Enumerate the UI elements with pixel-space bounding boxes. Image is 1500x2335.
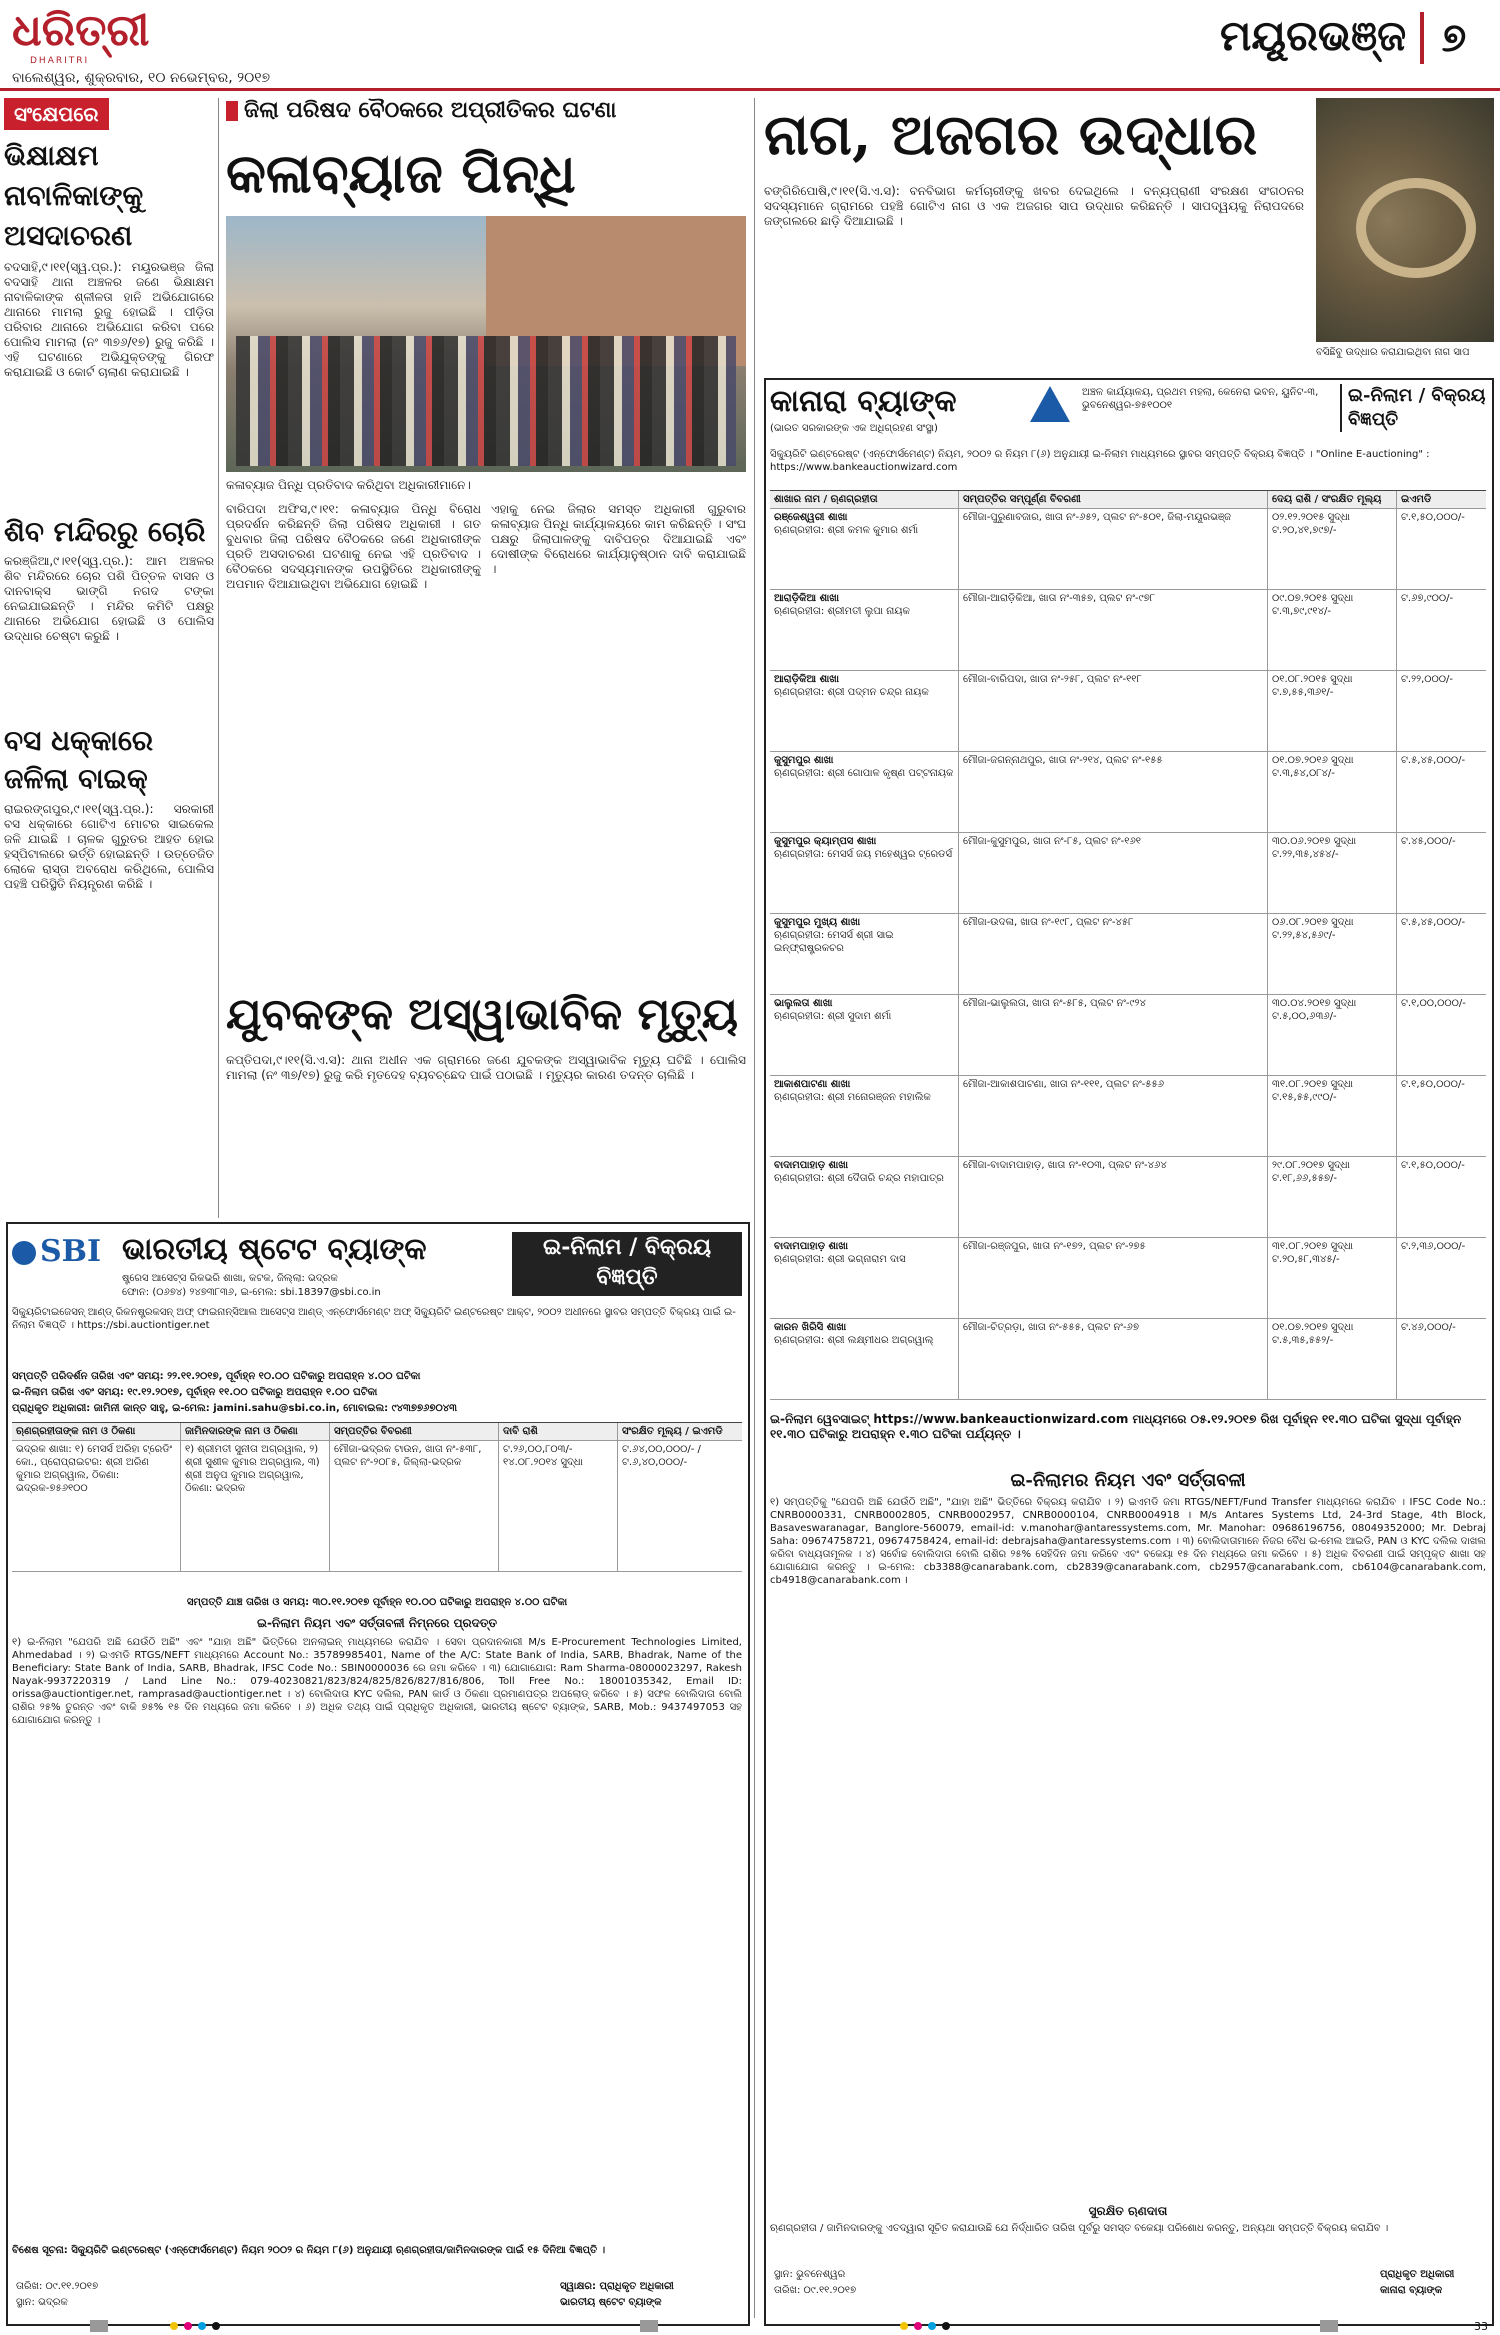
snake-photo: [1316, 98, 1494, 342]
canara-row-branch-name: ବାଦାମପାହାଡ଼ ଶାଖା: [774, 1160, 848, 1171]
sbi-date: ତାରିଖ: ୦୯.୧୧.୨୦୧୭: [16, 2281, 99, 2292]
edition-name: ମୟୂରଭଞ୍ଜ: [1220, 11, 1407, 60]
main-story-photo: [226, 216, 746, 472]
sbi-notice-title: ଇ-ନିଲାମ / ବିକ୍ରୟ ବିଜ୍ଞପ୍ତି: [512, 1232, 742, 1296]
canara-bank-sub: (ଭାରତ ସରକାରଙ୍କ ଏକ ଅଧିଗ୍ରହଣ ସଂସ୍ଥା): [770, 423, 938, 434]
canara-rows: [770, 509, 1486, 1400]
canara-row-dues: ୩୧.୦୮.୨୦୧୭ ସୁଦ୍ଧା ଟ.୨୦,୫୮,୩୪୫/-: [1268, 1238, 1397, 1318]
canara-place: ସ୍ଥାନ: ଭୁବନେଶ୍ୱର: [774, 2269, 846, 2280]
sbi-intro: ସିକ୍ୟୁରିଟାଇଜେସନ୍ ଆଣ୍ଡ୍ ରିକନଷ୍ଟ୍ରକସନ୍ ଅଫ୍ ଫାଇନାନ୍ସିଆଲ ଆସେଟ୍‌ସ ଆଣ୍ଡ୍ ଏନ୍‌ଫୋର୍ସମେଣ୍ଟ ଅଫ୍ ସିକ୍ୟୁରିଟି ଇଣ୍ଟରେଷ୍ଟ ଆକ୍ଟ, ୨୦୦୨ ଅଧୀନରେ ସ୍ଥାବର ସମ୍ପତ୍ତି ବିକ୍ରୟ ପାଇଁ ଇ-ନିଲାମ ବିଜ୍ଞପ୍ତି । https://sbi.auctiontiger.net: [12, 1307, 736, 1331]
canara-row-emd: ଟ.୪୫,୦୦୦/-: [1401, 836, 1456, 847]
canara-row-borrower: ଋଣଗ୍ରହୀତା: ଶ୍ରୀ ପଦ୍ମନ ଚନ୍ଦ୍ର ନାୟକ: [774, 687, 929, 698]
canara-col-emd: ଇଏମଡି: [1401, 494, 1432, 505]
newspaper-logo: ଧରିତ୍ରୀ: [12, 5, 150, 56]
canara-row-emd: ଟ.୨,୩୬,୦୦୦/-: [1401, 1241, 1466, 1252]
sbi-header: [12, 1228, 742, 1302]
reg-mark-2: [170, 2322, 178, 2330]
canara-row-emd: ଟ.୨୨,୦୦୦/-: [1401, 674, 1453, 685]
sbi-bank-name: ଭାରତୀୟ ଷ୍ଟେଟ ବ୍ୟାଙ୍କ: [122, 1232, 427, 1267]
sbi-terms-body: ୧) ଇ-ନିଲାମ "ଯେପରି ଅଛି ଯେଉଁଠି ଅଛି" ଏବଂ "ଯାହା ଅଛି" ଭିତ୍ତିରେ ଅନଲାଇନ୍ ମାଧ୍ୟମରେ କରାଯିବ । ସେବା ପ୍ରଦାନକାରୀ M/s E-Procurement Technologies Limited, Ahmedabad । ୨) ଇଏମଡି RTGS/NEFT ମାଧ୍ୟମରେ Account No.: 35789985401, Name of the A/C: State Bank of India, SARB, Bhadrak, Name of the Beneficiary: State Bank of India, SARB, Bhadrak, IFSC Code No.: SBIN0000036 ରେ ଜମା କରିବେ । ୩) ଯୋଗାଯୋଗ: Ram Sharma-08000023297, Rakesh Nayak-9937220319 / Land Line No.: 079-40230821/823/824/825/826/827/816/806, Toll Free No.: 18001035342, Email ID: orissa@auctiontiger.net, ramprasad@auctiontiger.net । ୪) ବୋଲିଦାତା KYC ଦଲିଲ, PAN କାର୍ଡ ଓ ଠିକଣା ପ୍ରମାଣପତ୍ର ଅପଲୋଡ୍ କରିବେ । ୫) ସଫଳ ବୋଲିଦାତା ବୋଲି ରାଶିର ୨୫% ତୁରନ୍ତ ଏବଂ ବାକି ୭୫% ୧୫ ଦିନ ମଧ୍ୟରେ ଜମା କରିବେ । ୬) ଅଧିକ ତଥ୍ୟ ପାଇଁ ପ୍ରାଧିକୃତ ଅଧିକାରୀ, ଭାରତୀୟ ଷ୍ଟେଟ ବ୍ୟାଙ୍କ, SARB, Mob.: 9437497053 ସହ ଯୋଗାଯୋଗ କରନ୍ତୁ ।: [12, 1637, 742, 1726]
canara-row-emd: ଟ.୧,୫୦,୦୦୦/-: [1401, 1160, 1465, 1171]
canara-header: [770, 384, 1486, 444]
vertical-divider: [754, 98, 755, 2318]
canara-row-property: ମୌଜା-ପୁରୁଣାବଜାର, ଖାତା ନଂ-୬୫୨, ପ୍ଲଟ ନଂ-୫୦୧, ଜିଲା-ମୟୂରଭଞ୍ଜ: [959, 509, 1268, 589]
canara-table-row: [770, 914, 1486, 995]
canara-row-borrower: ଋଣଗ୍ରହୀତା: ଶ୍ରୀ ଦୈତାରି ଚନ୍ଦ୍ର ମହାପାତ୍ର: [774, 1173, 944, 1184]
canara-row-dues: ୩୦.୦୬.୨୦୧୭ ସୁଦ୍ଧା ଟ.୨୨,୩୫,୪୫୪/-: [1268, 833, 1397, 913]
sbi-logo-circle-icon: [12, 1241, 36, 1265]
death-story-headline: ଯୁବକଙ୍କ ଅସ୍ୱାଭାବିକ ମୃତ୍ୟୁ: [226, 989, 739, 1040]
sbi-col-borrower: ଋଣଗ୍ରହୀତାଙ୍କ ନାମ ଓ ଠିକଣା: [12, 1423, 181, 1440]
canara-table-row: [770, 833, 1486, 914]
reg-mark-1: [90, 2320, 108, 2332]
canara-row-borrower: ଋଣଗ୍ରହୀତା: ଶ୍ରୀ କମଳ କୁମାର ଶର୍ମା: [774, 525, 919, 536]
snake-coil: [1356, 178, 1476, 278]
canara-row-dues: ୦୧.୦୭.୨୦୧୭ ସୁଦ୍ଧା ଟ.୫,୩୫,୫୫୨/-: [1268, 1319, 1397, 1399]
canara-row-borrower: ଋଣଗ୍ରହୀତା: ଶ୍ରୀ ମନୋରଞ୍ଜନ ମହାଲିକ: [774, 1092, 931, 1103]
death-story: [226, 985, 746, 1215]
canara-row-dues: ୦୯.୦୭.୨୦୧୫ ସୁଦ୍ଧା ଟ.୩,୭୯,୯୧୪/-: [1268, 590, 1397, 670]
sbi-place: ସ୍ଥାନ: ଭଦ୍ରକ: [16, 2297, 68, 2308]
main-story-body-col2: ଏହାକୁ ନେଇ ଜିଲାର ସମସ୍ତ ଅଧିକାରୀ ଗୁରୁବାର କଳାବ୍ୟାଜ ପିନ୍ଧି କାର୍ଯ୍ୟାଳୟରେ କାମ କରିଛନ୍ତି । ସଂଘ ପକ୍ଷରୁ ଜିଲାପାଳଙ୍କୁ ଦାବିପତ୍ର ଦିଆଯାଇଛି ଏବଂ ଦୋଷୀଙ୍କ ବିରୋଧରେ କାର୍ଯ୍ୟାନୁଷ୍ଠାନ ଦାବି କରାଯାଇଛି ।: [491, 502, 746, 576]
canara-row-emd: ଟ.୪୬,୦୦୦/-: [1401, 1322, 1456, 1333]
canara-row-branch-name: କୁସୁମପୁର କ୍ୟାମ୍ପସ ଶାଖା: [774, 836, 877, 847]
canara-table-header: [770, 491, 1486, 509]
brief-story3-headline: ବସ ଧକ୍କାରେ ଜଳିଲା ବାଇକ୍: [4, 724, 154, 795]
brief-story1-headline: ଭିକ୍ଷାକ୍ଷମ ନାବାଳିକାଙ୍କୁ ଅସଦାଚରଣ: [4, 139, 144, 252]
sbi-logo-text: SBI: [40, 1234, 102, 1269]
canara-row-branch: [770, 1076, 959, 1156]
canara-notice-title: ଇ-ନିଲାମ / ବିକ୍ରୟ ବିଜ୍ଞପ୍ତି: [1340, 384, 1494, 432]
canara-row-property: ମୌଜା-କୁସୁମପୁର, ଖାତା ନଂ-୮୫, ପ୍ଲଟ ନଂ-୧୬୧: [959, 833, 1268, 913]
canara-table-row: [770, 1319, 1486, 1400]
sbi-row-dues: ଟ.୨୬,୦୦,୮୦୩/- ୧୪.୦୮.୨୦୧୪ ସୁଦ୍ଧା: [499, 1441, 618, 1571]
canara-row-emd: ଟ.୧,୦୦,୦୦୦/-: [1401, 998, 1466, 1009]
canara-row-dues: ୦୧.୦୭.୨୦୧୬ ସୁଦ୍ଧା ଟ.୩,୫୪,୦୮୪/-: [1268, 752, 1397, 832]
snake-story: [764, 98, 1494, 360]
reg-mark-7: [900, 2322, 908, 2330]
sbi-contact: ଫୋନ: (୦୬୭୪) ୨୪୭୩୮୩୬, ଇ-ମେଲ: sbi.18397@sbi.co.in: [122, 1287, 381, 1298]
canara-row-branch: [770, 914, 959, 994]
canara-logo: [1030, 386, 1070, 422]
canara-table: [770, 490, 1486, 1400]
canara-row-branch-name: କୁସୁମପୁର ମୁଖ୍ୟ ଶାଖା: [774, 917, 861, 928]
canara-row-branch: [770, 833, 959, 913]
sbi-signatory: ସ୍ୱାକ୍ଷର: ପ୍ରାଧିକୃତ ଅଧିକାରୀ: [560, 2281, 674, 2292]
sbi-row-reserve: ଟ.୬୪,୦୦,୦୦୦/- / ଟ.୬,୪୦,୦୦୦/-: [622, 1444, 701, 1468]
canara-table-row: [770, 671, 1486, 752]
sbi-col-guarantor: ଜାମିନଦାରଙ୍କ ନାମ ଓ ଠିକଣା: [181, 1423, 330, 1440]
canara-col-dues: ଦେୟ ରାଶି / ସଂରକ୍ଷିତ ମୂଲ୍ୟ: [1268, 491, 1397, 508]
sbi-table-header: [12, 1423, 742, 1441]
sbi-branch-line: ଷ୍ଟ୍ରେସ ଆସେଟ୍‌ସ ରିକଭରି ଶାଖା, କଟକ, ଜିଲ୍ଲା: ଭଦ୍ରକ: [122, 1273, 338, 1284]
canara-signatory: ପ୍ରାଧିକୃତ ଅଧିକାରୀ: [1380, 2269, 1455, 2280]
canara-table-row: [770, 590, 1486, 671]
canara-row-branch: [770, 509, 959, 589]
canara-table-row: [770, 1238, 1486, 1319]
canara-row-property: ମୌଜା-ଭାଲୁଲତା, ଖାତା ନଂ-୫୮୫, ପ୍ଲଟ ନଂ-୯୨୪: [959, 995, 1268, 1075]
canara-col-branch: ଶାଖାର ନାମ / ଋଣଗ୍ରହୀତା: [770, 491, 959, 508]
reg-mark-10: [942, 2322, 950, 2330]
canara-row-emd: ଟ.୧,୫୦,୦୦୦/-: [1401, 1079, 1465, 1090]
reg-mark-6: [640, 2320, 658, 2332]
canara-row-dues: ୦୧.୦୮.୨୦୧୫ ସୁଦ୍ଧା ଟ.୭,୫୫,୩୬୧/-: [1268, 671, 1397, 751]
canara-row-branch: [770, 1319, 959, 1399]
canara-row-borrower: ଋଣଗ୍ରହୀତା: ମେସର୍ସ ଶ୍ରୀ ସାଇ ଇନ୍‌ଫ୍ରାଷ୍ଟ୍ରକଚର: [774, 930, 894, 954]
sbi-col-dues: ଦାବି ରାଶି: [499, 1423, 618, 1440]
main-story-photo-caption: କଳାବ୍ୟାଜ ପିନ୍ଧି ପ୍ରତିବାଦ କରିଥିବା ଅଧିକାରୀମାନେ।: [226, 478, 471, 492]
page-number: ୭: [1441, 14, 1467, 61]
brief-section-label: ସଂକ୍ଷେପରେ: [4, 98, 109, 130]
canara-row-dues: ୩୦.୦୪.୨୦୧୭ ସୁଦ୍ଧା ଟ.୫,୦୦,୬୩୬/-: [1268, 995, 1397, 1075]
canara-row-borrower: ଋଣଗ୍ରହୀତା: ଶ୍ରୀ ସୁଦାମ ଶର୍ମା: [774, 1011, 892, 1022]
canara-row-branch-name: ଭାଲୁଲତା ଶାଖା: [774, 998, 833, 1009]
canara-intro: ସିକ୍ୟୁରିଟି ଇଣ୍ଟରେଷ୍ଟ (ଏନ୍‌ଫୋର୍ସମେଣ୍ଟ) ନିୟମ, ୨୦୦୨ ର ନିୟମ ୮(୬) ଅନୁଯାୟୀ ଇ-ନିଲାମ ମାଧ୍ୟମରେ ସ୍ଥାବର ସମ୍ପତ୍ତି ବିକ୍ରୟ ବିଜ୍ଞପ୍ତି । "Online E-auctioning" : https://www.bankeauctionwizard.com: [770, 449, 1430, 473]
canara-col-property: ସମ୍ପତ୍ତିର ସମ୍ପୂର୍ଣ୍ଣ ବିବରଣୀ: [959, 491, 1268, 508]
canara-row-borrower: ଋଣଗ୍ରହୀତା: ଶ୍ରୀମତୀ ଲୁପା ନାୟକ: [774, 606, 910, 617]
sbi-signatory-bank: ଭାରତୀୟ ଷ୍ଟେଟ ବ୍ୟାଙ୍କ: [560, 2297, 662, 2308]
canara-row-property: ମୌଜା-ରଞ୍ଜପୁର, ଖାତା ନଂ-୧୭୨, ପ୍ଲଟ ନଂ-୨୭୫: [959, 1238, 1268, 1318]
reg-mark-3: [184, 2322, 192, 2330]
brief-section: [4, 98, 214, 1218]
canara-row-dues: ୨୯.୦୮.୨୦୧୭ ସୁଦ୍ଧା ଟ.୧୮,୬୬,୫୫୭/-: [1268, 1157, 1397, 1237]
photo-people-row: [236, 336, 736, 466]
canara-table-row: [770, 1157, 1486, 1238]
main-story-kicker: [226, 98, 746, 123]
canara-row-property: ମୌଜା-ଆରାଡ଼ିକିଆ, ଖାତା ନଂ-୩୫୭, ପ୍ଲଟ ନଂ-୯୭୮: [959, 590, 1268, 670]
reg-mark-8: [914, 2322, 922, 2330]
canara-address: ଅଞ୍ଚଳ କାର୍ଯ୍ୟାଳୟ, ପ୍ରଥମ ମହଲା, କେନେରା ଭବନ, ୟୁନିଟ-୩, ଭୁବନେଶ୍ୱର-୭୫୧୦୦୧: [1082, 387, 1319, 411]
brief-divider: [218, 98, 219, 1218]
sbi-table-row: [12, 1441, 742, 1572]
reg-mark-5: [212, 2322, 220, 2330]
snake-photo-caption: ବସିଛିବୁ ଉଦ୍ଧାର କରାଯାଇଥିବା ନାଗ ସାପ: [1316, 347, 1470, 358]
canara-row-branch: [770, 995, 959, 1075]
canara-row-branch-name: କୁସୁମପୁର ଶାଖା: [774, 755, 834, 766]
canara-row-branch-name: ଆକାଶପାଟଣା ଶାଖା: [774, 1079, 851, 1090]
canara-row-borrower: ଋଣଗ୍ରହୀତା: ଶ୍ରୀ ଭଗ୍ନାରାମ ଦାସ: [774, 1254, 906, 1265]
canara-auction-line: ଇ-ନିଲାମ ୱେବସାଇଟ୍ https://www.bankeauctionwizard.com ମାଧ୍ୟମରେ ୦୫.୧୨.୨୦୧୭ ରିଖ ପୂର୍ବାହ୍ନ ୧୧.୩୦ ଘଟିକା ସୁଦ୍ଧା ପୂର୍ବାହ୍ନ ୧୧.୩୦ ଘଟିକାରୁ ଅପରାହ୍ନ ୧.୩୦ ଘଟିକା ପର୍ଯ୍ୟନ୍ତ ।: [770, 1412, 1462, 1441]
canara-special-body: ଋଣଗ୍ରହୀତା / ଜାମିନଦାରଙ୍କୁ ଏତଦ୍ୱାରା ସୂଚିତ କରାଯାଉଛି ଯେ ନିର୍ଦ୍ଧାରିତ ତାରିଖ ପୂର୍ବରୁ ସମସ୍ତ ବକେୟା ପରିଶୋଧ କରନ୍ତୁ, ଅନ୍ୟଥା ସମ୍ପତ୍ତି ବିକ୍ରୟ କରାଯିବ ।: [770, 2223, 1389, 2234]
canara-row-branch-name: କାରନ ଖିରିସି ଶାଖା: [774, 1322, 847, 1333]
canara-row-property: ମୌଜା-ଉଦଳା, ଖାତା ନଂ-୧୯୮, ପ୍ଲଟ ନଂ-୪୫୮: [959, 914, 1268, 994]
sbi-emd-line: ଇ-ନିଲାମ ତାରିଖ ଏବଂ ସମୟ: ୧୯.୧୨.୨୦୧୭, ପୂର୍ବାହ୍ନ ୧୧.୦୦ ଘଟିକାରୁ ଅପରାହ୍ନ ୧.୦୦ ଘଟିକା: [12, 1387, 378, 1398]
canara-row-emd: ଟ.୫,୪୫,୦୦୦/-: [1401, 755, 1466, 766]
dateline: ବାଲେଶ୍ୱର, ଶୁକ୍ରବାର, ୧୦ ନଭେମ୍ବର, ୨୦୧୭: [12, 70, 271, 86]
canara-row-dues: ୦୬.୦୮.୨୦୧୭ ସୁଦ୍ଧା ଟ.୨୨,୫୪,୫୬୯/-: [1268, 914, 1397, 994]
canara-row-emd: ଟ.୬୭,୯୦୦/-: [1401, 593, 1454, 604]
death-story-body: କପ୍ତିପଦା,୯।୧୧(ସି.ଏ.ସ): ଥାନା ଅଧୀନ ଏକ ଗ୍ରାମରେ ଜଣେ ଯୁବକଙ୍କ ଅସ୍ୱାଭାବିକ ମୃତ୍ୟୁ ଘଟିଛି । ପୋଲିସ ମାମଲା (ନଂ ୩୭/୧୭) ରୁଜୁ କରି ମୃତଦେହ ବ୍ୟବଚ୍ଛେଦ ପାଇଁ ପଠାଇଛି । ମୃତ୍ୟୁର କାରଣ ତଦନ୍ତ ଚାଲିଛି ।: [226, 1053, 746, 1082]
canara-special-title: ସୁରକ୍ଷିତ ଋଣଦାତା: [1088, 2204, 1168, 2218]
canara-row-branch: [770, 671, 959, 751]
sbi-col-property: ସମ୍ପତ୍ତିର ବିବରଣୀ: [330, 1423, 499, 1440]
canara-row-branch-name: ଆରାଡ଼ିକିଆ ଶାଖା: [774, 674, 840, 685]
page-number-box: [1420, 12, 1484, 64]
canara-row-dues: ୩୧.୦୮.୨୦୧୭ ସୁଦ୍ଧା ଟ.୧୫,୫୫,୯୯୦/-: [1268, 1076, 1397, 1156]
canara-row-emd: ଟ.୫,୪୫,୦୦୦/-: [1401, 917, 1466, 928]
sbi-logo: [12, 1234, 101, 1269]
sbi-row-borrower: ଭଦ୍ରକ ଶାଖା: ୧) ମେସର୍ସ ଅରିହା ଟ୍ରେଡିଂ କୋ., ପ୍ରୋପ୍ରାଇଟର: ଶ୍ରୀ ଅରିଣ କୁମାର ଅଗ୍ରୱାଲ, ଠିକଣା: ଭଦ୍ରକ-୭୫୬୧୦୦: [12, 1441, 181, 1571]
canara-row-property: ମୌଜା-ଚିତ୍ରଡ଼ା, ଖାତା ନଂ-୫୫୫, ପ୍ଲଟ ନଂ-୬୭: [959, 1319, 1268, 1399]
canara-terms-title: ଇ-ନିଲାମର ନିୟମ ଏବଂ ସର୍ତ୍ତାବଳୀ: [1010, 1470, 1246, 1491]
canara-row-borrower: ଋଣଗ୍ରହୀତା: ଶ୍ରୀ ଗୋପାଳ କୃଷ୍ଣ ପଟ୍ଟନାୟକ: [774, 768, 954, 779]
canara-table-row: [770, 752, 1486, 833]
reg-mark-9: [928, 2322, 936, 2330]
main-story: [226, 98, 746, 978]
canara-table-row: [770, 995, 1486, 1076]
canara-row-branch: [770, 752, 959, 832]
canara-date: ତାରିଖ: ୦୯.୧୧.୨୦୧୭: [774, 2285, 857, 2296]
sbi-row-property: ମୌଜା-ଭଦ୍ରକ ଟାଉନ, ଖାତା ନଂ-୫୩୮, ପ୍ଲଟ ନଂ-୨୦୮୫, ଜିଲ୍ଲା-ଭଦ୍ରକ: [330, 1441, 499, 1571]
canara-row-branch-name: ରଞ୍ଜେଶ୍ୱରୀ ଶାଖା: [774, 512, 848, 523]
brief-story1-body: ବଦସାହି,୯।୧୧(ସ୍ୱ.ପ୍ର.): ମୟୂରଭଞ୍ଜ ଜିଲା ବଦସାହି ଥାନା ଅଞ୍ଚଳର ଜଣେ ଭିକ୍ଷାକ୍ଷମ ନାବାଳିକାଙ୍କ ଶ୍ଳୀଳତା ହାନି ଅଭିଯୋଗରେ ଥାନାରେ ମାମଲା ରୁଜୁ ହୋଇଛି । ପୀଡ଼ିତା ପରିବାର ଥାନାରେ ଅଭିଯୋଗ କରିବା ପରେ ପୋଲିସ ମାମଲା (ନଂ ୩୭୬/୧୭) ରୁଜୁ କରିଛି । ଏହି ଘଟଣାରେ ଅଭିଯୁକ୍ତଙ୍କୁ ଗିରଫ କରାଯାଇଛି ଓ କୋର୍ଟ ଚାଲାଣ କରାଯାଇଛି ।: [4, 260, 214, 379]
registration-marks: [0, 2320, 1500, 2335]
snake-story-body: ବଙ୍ଗିରିପୋଷି,୯।୧୧(ସି.ଏ.ସ): ବନବିଭାଗ କର୍ମଚାରୀଙ୍କୁ ଖବର ଦେଇଥିଲେ । ବନ୍ୟପ୍ରାଣୀ ସଂରକ୍ଷଣ ସଂଗଠନର ସଦସ୍ୟମାନେ ଗ୍ରାମରେ ପହଞ୍ଚି ଗୋଟିଏ ନାଗ ଓ ଏକ ଅଜଗର ସାପ ଉଦ୍ଧାର କରିଛନ୍ତି । ସାପଦ୍ୱୟକୁ ନିରାପଦରେ ଜଙ୍ଗଲରେ ଛାଡ଼ି ଦିଆଯାଇଛି ।: [764, 184, 1304, 228]
sbi-bid-time: ସମ୍ପତ୍ତି ଯାଞ୍ଚ ତାରିଖ ଓ ସମୟ: ୩୦.୧୧.୨୦୧୭ ପୂର୍ବାହ୍ନ ୧୦.୦୦ ଘଟିକାରୁ ଅପରାହ୍ନ ୪.୦୦ ଘଟିକା: [186, 1597, 568, 1608]
canara-row-property: ମୌଜା-ବାଦାମପାହାଡ଼, ଖାତା ନଂ-୧୦୩, ପ୍ଲଟ ନଂ-୪୬୪: [959, 1157, 1268, 1237]
main-story-headline: କଳାବ୍ୟାଜ ପିନ୍ଧି: [226, 141, 576, 205]
main-story-body-col1: ବାରିପଦା ଅଫିସ,୯।୧୧: କଳାବ୍ୟାଜ ପିନ୍ଧି ବିରୋଧ ପ୍ରଦର୍ଶନ କରିଛନ୍ତି ଜିଲା ପରିଷଦ ଅଧିକାରୀ । ଗତ ବୁଧବାର ଜିଲା ପରିଷଦ ବୈଠକରେ ଜଣେ ଅଧିକାରୀଙ୍କ ପ୍ରତି ଅସଦାଚରଣ ଘଟଣାକୁ ନେଇ ଏହି ପ୍ରତିବାଦ । ବୈଠକରେ ସଦସ୍ୟମାନଙ୍କ ଉପସ୍ଥିତିରେ ଅଧିକାରୀଙ୍କୁ ଅପମାନ ଦିଆଯାଇଥିବା ଅଭିଯୋଗ ହୋଇଛି ।: [226, 502, 481, 591]
canara-table-row: [770, 1076, 1486, 1157]
canara-row-borrower: ଋଣଗ୍ରହୀତା: ମେସର୍ସ ଜୟ ମହେଶ୍ୱର ଟ୍ରେଡର୍ସ: [774, 849, 952, 860]
canara-row-emd: ଟ.୧,୫୦,୦୦୦/-: [1401, 512, 1465, 523]
sbi-row-guarantor: ୧) ଶ୍ରୀମତୀ ସୁନୀତା ଅଗ୍ରୱାଲ, ୨) ଶ୍ରୀ ସୁଶୀଳ କୁମାର ଅଗ୍ରୱାଲ, ୩) ଶ୍ରୀ ଅନୁପ କୁମାର ଅଗ୍ରୱାଲ, ଠିକଣା: ଭଦ୍ରକ: [181, 1441, 330, 1571]
newspaper-logo-subtext: DHARITRI: [30, 56, 90, 66]
canara-row-branch: [770, 1157, 959, 1237]
canara-signatory-bank: କାନାରା ବ୍ୟାଙ୍କ: [1380, 2285, 1443, 2296]
canara-terms-body: ୧) ସମ୍ପତ୍ତିକୁ "ଯେପରି ଅଛି ଯେଉଁଠି ଅଛି", "ଯାହା ଅଛି" ଭିତ୍ତିରେ ବିକ୍ରୟ କରାଯିବ । ୨) ଇଏମଡି ଜମା RTGS/NEFT/Fund Transfer ମାଧ୍ୟମରେ କରାଯିବ । IFSC Code No.: CNRB0000331, CNRB0002805, CNRB0002957, CNRB0000104, CNRB0004918 । M/s Antares Systems Ltd, 24-3rd Stage, 4th Block, Basaveswaranagar, Banglore-560079, email-id: v.manohar@antaressystems.com, Mr. Manohar: 09686196756, 08049352000; Mr. Debraj Saha: 09674758721, 09674758424, email-id: debrajsaha@antaressystems.com । ୩) ବୋଲିଦାତାମାନେ ନିଜର ବୈଧ ଇ-ମେଲ ଆଇଡି, PAN ଓ KYC ଦଲିଲ ଦାଖଲ କରିବା ବାଧ୍ୟତାମୂଳକ । ୪) ସର୍ବୋଚ୍ଚ ବୋଲିଦାତା ବୋଲି ରାଶିର ୨୫% ସେହିଦିନ ଜମା କରିବେ ଏବଂ ବକେୟା ୧୫ ଦିନ ମଧ୍ୟରେ ଜମା କରିବେ । ୫) ଅଧିକ ବିବରଣୀ ପାଇଁ ସମ୍ପୃକ୍ତ ଶାଖା ସହ ଯୋଗାଯୋଗ କରନ୍ତୁ । ଇ-ମେଲ: cb3388@canarabank.com, cb2839@canarabank.com, cb2957@canarabank.com, cb6104@canarabank.com, cb4918@canarabank.com ।: [770, 1497, 1486, 1586]
masthead: [0, 0, 1500, 92]
canara-row-property: ମୌଜା-ଆକାଶପାଟଣା, ଖାତା ନଂ-୧୧୧, ପ୍ଲଟ ନଂ-୫୫୬: [959, 1076, 1268, 1156]
canara-row-branch-name: ଆରାଡ଼ିକିଆ ଶାଖା: [774, 593, 840, 604]
kicker-text: ଜିଲା ପରିଷଦ ବୈଠକରେ ଅପ୍ରୀତିକର ଘଟଣା: [244, 98, 617, 123]
brief-story2-body: କରଞ୍ଜିଆ,୯।୧୧(ସ୍ୱ.ପ୍ର.): ଆମ ଅଞ୍ଚଳର ଶିବ ମନ୍ଦିରରେ ଚୋର ପଶି ପିତ୍ତଳ ବାସନ ଓ ଦାନବାକ୍ସ ଭାଙ୍ଗି ନଗଦ ଟଙ୍କା ନେଇଯାଇଛନ୍ତି । ମନ୍ଦିର କମିଟି ପକ୍ଷରୁ ଥାନାରେ ଅଭିଯୋଗ ହୋଇଛି ଓ ପୋଲିସ ଉଦ୍ଧାର ଚେଷ୍ଟା କରୁଛି ।: [4, 554, 214, 643]
canara-row-dues: ୦୨.୧୨.୨୦୧୫ ସୁଦ୍ଧା ଟ.୨୦,୪୧,୭୯୭/-: [1268, 509, 1397, 589]
canara-row-borrower: ଋଣଗ୍ରହୀତା: ଶ୍ରୀ ଲକ୍ଷ୍ମୀଧର ଅଗ୍ରୱାଲ୍‌: [774, 1335, 934, 1346]
reg-mark-4: [198, 2322, 206, 2330]
footer-page-code: 33: [1474, 2320, 1488, 2333]
brief-story3-body: ରାଇରଙ୍ଗପୁର,୯।୧୧(ସ୍ୱ.ପ୍ର.): ସରକାରୀ ବସ ଧକ୍କାରେ ଗୋଟିଏ ମୋଟର ସାଇକେଲ ଜଳି ଯାଇଛି । ଚାଳକ ଗୁରୁତର ଆହତ ହୋଇ ହସ୍ପିଟାଲରେ ଭର୍ତ୍ତି ହୋଇଛନ୍ତି । ଉତ୍ତେଜିତ ଲୋକେ ରାସ୍ତା ଅବରୋଧ କରିଥିଲେ, ପୋଲିସ ପହଞ୍ଚି ପରିସ୍ଥିତି ନିୟନ୍ତ୍ରଣ କରିଛି ।: [4, 802, 214, 891]
sbi-col-reserve: ସଂରକ୍ଷିତ ମୂଲ୍ୟ / ଇଏମଡି: [622, 1426, 723, 1437]
canara-bank-name: କାନାରା ବ୍ୟାଙ୍କ: [770, 384, 957, 419]
sbi-officer: ପ୍ରାଧିକୃତ ଅଧିକାରୀ: ଜାମିନୀ କାନ୍ତ ସାହୁ, ଇ-ମେଲ: jamini.sahu@sbi.co.in, ମୋବାଇଲ: ୯୪୩୭୭୬୭୦୪୩: [12, 1403, 458, 1414]
canara-row-branch: [770, 590, 959, 670]
canara-row-property: ମୌଜା-ବାରିପଦା, ଖାତା ନଂ-୨୫୮, ପ୍ଲଟ ନଂ-୧୧୮: [959, 671, 1268, 751]
sbi-inspection: ସମ୍ପତ୍ତି ପରିଦର୍ଶନ ତାରିଖ ଏବଂ ସମୟ: ୨୨.୧୧.୨୦୧୭, ପୂର୍ବାହ୍ନ ୧୦.୦୦ ଘଟିକାରୁ ଅପରାହ୍ନ ୪.୦୦ ଘଟିକା: [12, 1371, 421, 1382]
brief-story2-headline: ଶିବ ମନ୍ଦିରରୁ ଚୋରି: [4, 515, 206, 548]
sbi-terms-title: ଇ-ନିଲାମ ନିୟମ ଏବଂ ସର୍ତ୍ତାବଳୀ ନିମ୍ନରେ ପ୍ରଦତ୍ତ: [256, 1616, 498, 1630]
reg-mark-11: [1320, 2320, 1338, 2332]
canara-row-property: ମୌଜା-ଜଗନ୍ନାଥପୁର, ଖାତା ନଂ-୨୧୪, ପ୍ଲଟ ନଂ-୧୫୫: [959, 752, 1268, 832]
canara-table-row: [770, 509, 1486, 590]
sbi-table: [12, 1422, 742, 1572]
masthead-rule: [0, 88, 1500, 91]
canara-row-branch-name: ବାଦାମପାହାଡ଼ ଶାଖା: [774, 1241, 848, 1252]
sbi-special: ବିଶେଷ ସୂଚନା: ସିକ୍ୟୁରିଟି ଇଣ୍ଟରେଷ୍ଟ (ଏନ୍‌ଫୋର୍ସମେଣ୍ଟ) ନିୟମ ୨୦୦୨ ର ନିୟମ ୮(୬) ଅନୁଯାୟୀ ଋଣଗ୍ରହୀତା/ଜାମିନଦାରଙ୍କ ପାଇଁ ୧୫ ଦିନିଆ ବିଜ୍ଞପ୍ତି ।: [12, 2245, 606, 2256]
canara-row-branch: [770, 1238, 959, 1318]
kicker-bullet: [226, 101, 238, 121]
snake-story-headline: ନାଗ, ଅଜଗର ଉଦ୍ଧାର: [764, 102, 1258, 168]
